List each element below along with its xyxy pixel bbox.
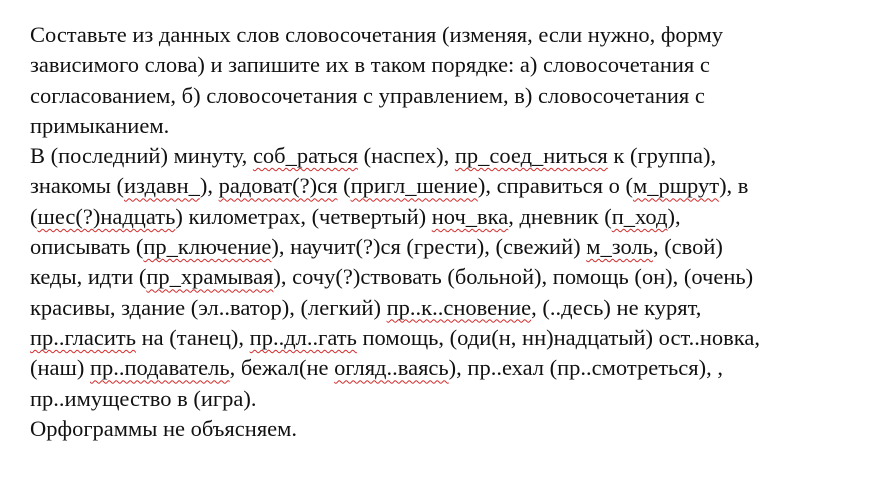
spellcheck-flagged-word: м_золь bbox=[586, 234, 653, 260]
spellcheck-flagged-word: шес(?)надцать bbox=[37, 203, 176, 229]
spellcheck-flagged-word: пр..дл..гать bbox=[249, 324, 357, 350]
instruction-line: согласованием, б) словосочетания с управлением, в) словосочетания с bbox=[30, 82, 705, 108]
text-segment: ), справиться о ( bbox=[477, 173, 633, 199]
text-segment: , (свой) bbox=[652, 234, 723, 260]
text-segment: ), пр..ехал (пр..смотреться), , bbox=[448, 355, 723, 381]
text-segment: ) километрах, (четвертый) bbox=[175, 203, 432, 229]
word-list-line bbox=[30, 293, 880, 323]
text-segment: к (группа), bbox=[607, 143, 717, 169]
word-list-line bbox=[30, 262, 880, 292]
spellcheck-flagged-word: пр..к..сновение bbox=[386, 294, 532, 320]
instruction-line: зависимого слова) и запишите их в таком порядке: а) словосочетания с bbox=[30, 52, 710, 78]
text-segment: (наспех), bbox=[357, 143, 455, 169]
text-segment: ), сочу(?)ствовать (больной), помощь (он), (очень) bbox=[273, 264, 754, 290]
spellcheck-flagged-word: радоват(?)ся bbox=[218, 173, 338, 199]
text-segment: (наш) bbox=[30, 355, 90, 381]
spellcheck-flagged-word: пр_соед_ниться bbox=[454, 143, 608, 169]
text-segment: помощь, (оди(н, нн)надцатый) ост..новка, bbox=[356, 324, 760, 350]
instruction-line: Составьте из данных слов словосочетания (изменяя, если нужно, форму bbox=[30, 22, 724, 47]
spellcheck-flagged-word: огляд..ваясь bbox=[334, 355, 449, 381]
text-segment: ), научит(?)ся (грести), (свежий) bbox=[271, 234, 587, 260]
spellcheck-flagged-word: пр_храмывая bbox=[146, 264, 274, 290]
text-segment: знакомы ( bbox=[30, 173, 124, 199]
spellcheck-flagged-word: п_ход bbox=[611, 203, 668, 229]
word-list-line bbox=[30, 384, 880, 414]
document-body bbox=[30, 20, 880, 444]
text-segment: , дневник ( bbox=[508, 203, 612, 229]
text-segment: ), bbox=[667, 203, 681, 229]
word-list-line bbox=[30, 141, 880, 171]
text-segment: ( bbox=[30, 203, 38, 229]
spellcheck-flagged-word: ноч_вка bbox=[431, 203, 509, 229]
word-list bbox=[30, 141, 880, 414]
task-instruction bbox=[30, 20, 880, 141]
text-segment: , (..десь) не курят, bbox=[531, 294, 702, 320]
spellcheck-flagged-word: пр..подаватель bbox=[89, 355, 230, 381]
text-segment: на (танец), bbox=[135, 324, 250, 350]
task-note: Орфограммы не объясняем. bbox=[30, 415, 298, 441]
spellcheck-flagged-word: издавн_ bbox=[124, 173, 200, 199]
text-segment: ( bbox=[337, 173, 351, 199]
text-segment: ), в bbox=[719, 173, 749, 199]
text-segment: описывать ( bbox=[30, 234, 144, 260]
instruction-line: примыканием. bbox=[30, 112, 170, 138]
text-segment: , бежал(не bbox=[229, 355, 335, 381]
word-list-line bbox=[30, 232, 880, 262]
word-list-line bbox=[30, 323, 880, 353]
text-segment: пр..имущество в (игра). bbox=[30, 385, 257, 411]
spellcheck-flagged-word: соб_раться bbox=[252, 143, 358, 169]
text-segment: ), bbox=[199, 173, 219, 199]
word-list-line bbox=[30, 171, 880, 201]
spellcheck-flagged-word: пр..гласить bbox=[30, 324, 136, 350]
text-segment: красивы, здание (эл..ватор), (легкий) bbox=[30, 294, 387, 320]
spellcheck-flagged-word: м_ршрут bbox=[632, 173, 720, 199]
text-segment: В (последний) минуту, bbox=[30, 143, 253, 169]
spellcheck-flagged-word: пригл_шение bbox=[350, 173, 478, 199]
word-list-line bbox=[30, 353, 880, 383]
word-list-line bbox=[30, 202, 880, 232]
text-segment: кеды, идти ( bbox=[30, 264, 147, 290]
spellcheck-flagged-word: пр_ключение bbox=[143, 234, 272, 260]
